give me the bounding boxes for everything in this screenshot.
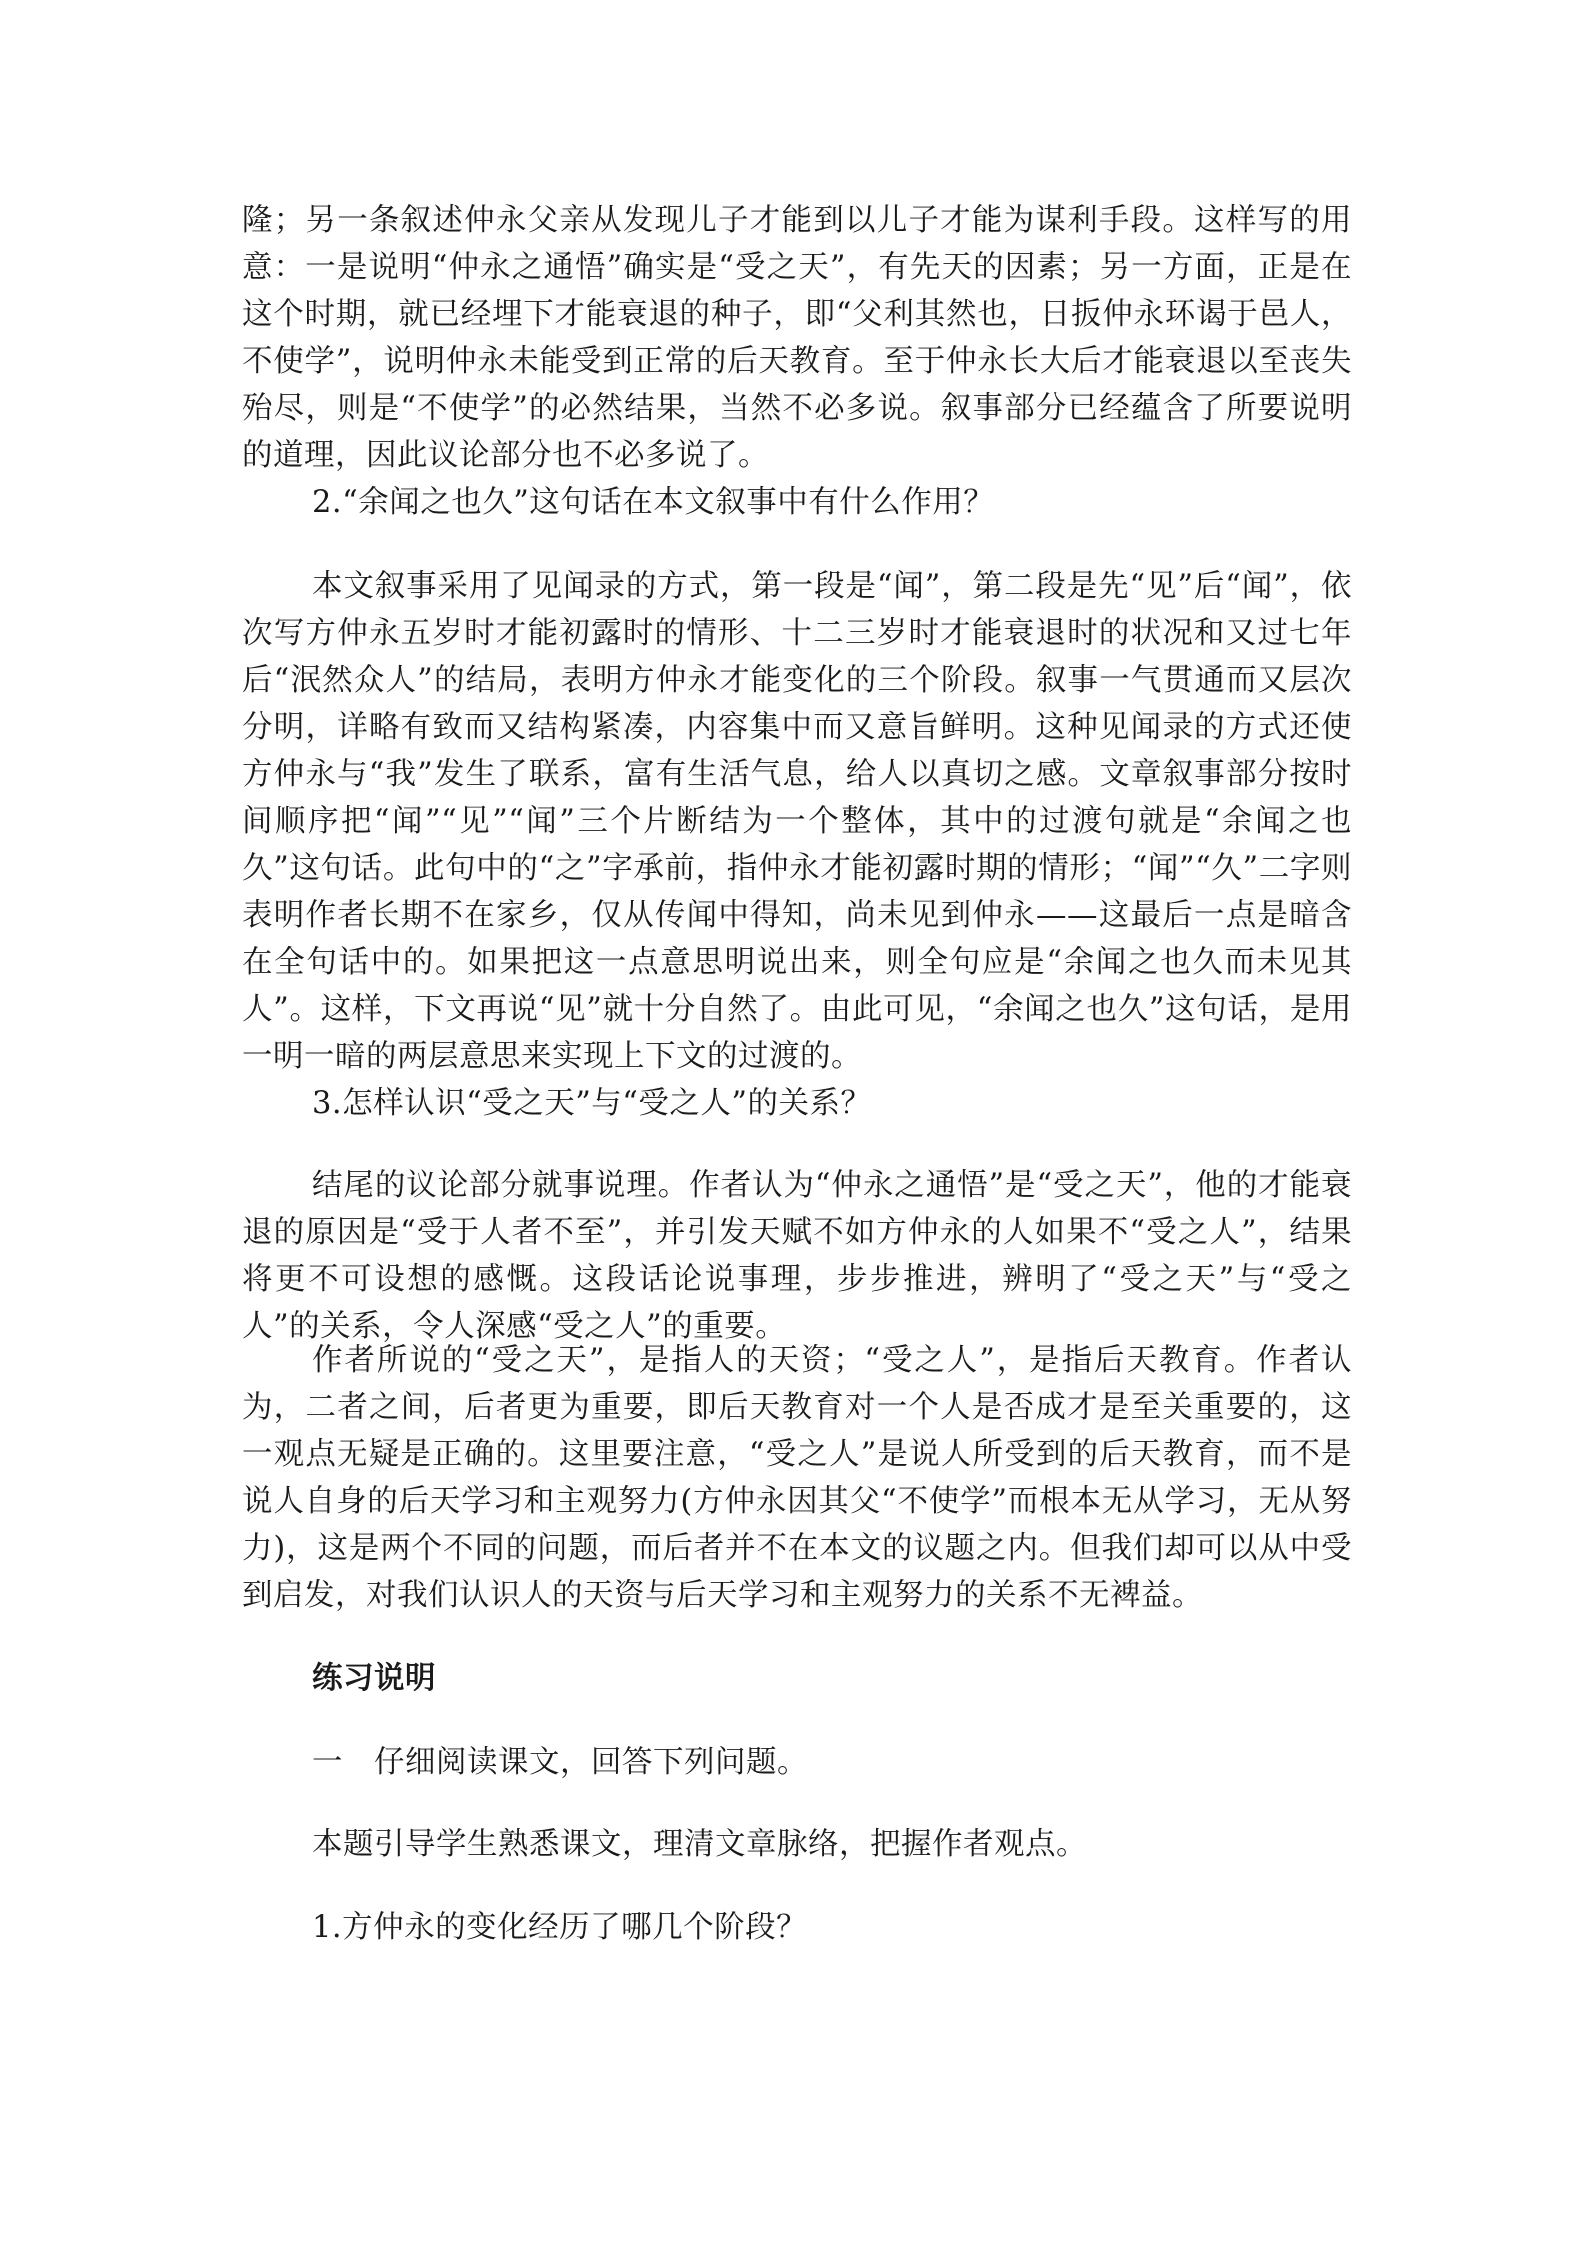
exercise-1-heading: 一 仔细阅读课文，回答下列问题。 — [312, 1745, 808, 1780]
paragraph-answer-3-part-2: 作者所说的“受之天”，是指人的天资；“受之人”，是指后天教育。作者认为，二者之间，后者更为重要，即后天教育对一个人是否成才是至关重要的，这一观点无疑是正确的。这里要注意，“受之人”是说人所受到的后天教育，而不是说人自身的后天学习和主观努力(方仲永因其父“不使学”而根本无从学习，无从努力)，这是两个不同的问题，而后者并不在本文的议题之内。但我们却可以从中受到启发，对我们认识人的天资与后天学习和主观努力的关系不无裨益。 — [242, 1343, 1352, 1613]
question-2-heading: 2.“余闻之也久”这句话在本文叙事中有什么作用？ — [312, 485, 995, 520]
paragraph-answer-3-part-1: 结尾的议论部分就事说理。作者认为“仲永之通悟”是“受之天”，他的才能衰退的原因是“受于人者不至”，并引发天赋不如方仲永的人如果不“受之人”，结果将更不可设想的感慨。这段话论说事理，步步推进，辨明了“受之天”与“受之人”的关系，令人深感“受之人”的重要。 — [242, 1168, 1352, 1344]
paragraph-continuation: 隆；另一条叙述仲永父亲从发现儿子才能到以儿子才能为谋利手段。这样写的用意：一是说明“仲永之通悟”确实是“受之天”，有先天的因素；另一方面，正是在这个时期，就已经埋下才能衰退的种子，即“父利其然也，日扳仲永环谒于邑人，不使学”，说明仲永未能受到正常的后天教育。至于仲永长大后才能衰退以至丧失殆尽，则是“不使学”的必然结果，当然不必多说。叙事部分已经蕴含了所要说明的道理，因此议论部分也不必多说了。 — [242, 203, 1352, 473]
paragraph-answer-2: 本文叙事采用了见闻录的方式，第一段是“闻”，第二段是先“见”后“闻”，依次写方仲永五岁时才能初露时的情形、十二三岁时才能衰退时的状况和又过七年后“泯然众人”的结局，表明方仲永才能变化的三个阶段。叙事一气贯通而又层次分明，详略有致而又结构紧凑，内容集中而又意旨鲜明。这种见闻录的方式还使方仲永与“我”发生了联系，富有生活气息，给人以真切之感。文章叙事部分按时间顺序把“闻”“见”“闻”三个片断结为一个整体，其中的过渡句就是“余闻之也久”这句话。此句中的“之”字承前，指仲永才能初露时期的情形；“闻”“久”二字则表明作者长期不在家乡，仅从传闻中得知，尚未见到仲永——这最后一点是暗含在全句话中的。如果把这一点意思明说出来，则全句应是“余闻之也久而未见其人”。这样，下文再说“见”就十分自然了。由此可见，“余闻之也久”这句话，是用一明一暗的两层意思来实现上下文的过渡的。 — [242, 569, 1352, 1074]
exercise-1-description: 本题引导学生熟悉课文，理清文章脉络，把握作者观点。 — [312, 1827, 1087, 1862]
question-3-heading: 3.怎样认识“受之天”与“受之人”的关系？ — [312, 1086, 872, 1121]
exercise-1-question-1: 1.方仲永的变化经历了哪几个阶段？ — [312, 1910, 808, 1945]
section-title: 练习说明 — [312, 1660, 436, 1696]
